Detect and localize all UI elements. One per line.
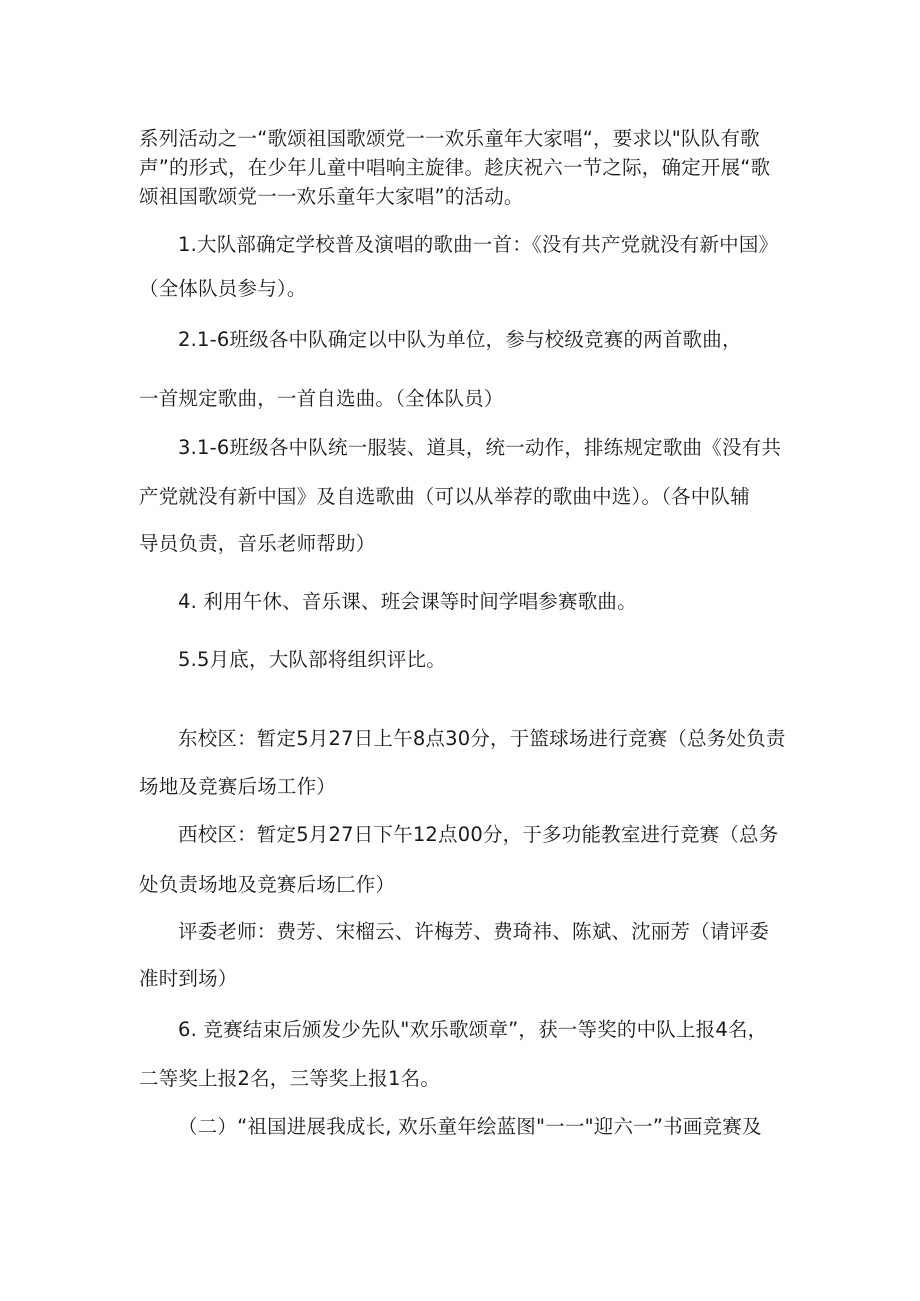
- list-item-2-continued: 一首规定歌曲，一首自选曲。（全体队员）: [139, 387, 504, 410]
- east-campus-line: 东校区：暂定5月27日上午8点30分，于篮球场进行竞赛（总务处负责: [178, 727, 786, 750]
- list-item-5: 5.5月底，大队部将组织评比。: [178, 648, 447, 671]
- list-item-3-continued: 导员负责，音乐老师帮助）: [139, 532, 376, 555]
- list-item-1: 1.大队部确定学校普及演唱的歌曲一首：《没有共产党就没有新中国》: [178, 233, 779, 256]
- list-item-3: 3.1-6班级各中队统一服装、道具，统一动作，排练规定歌曲《没有共: [178, 436, 782, 459]
- list-item-2: 2.1-6班级各中队确定以中队为单位，参与校级竞赛的两首歌曲，: [178, 328, 742, 351]
- judges-line: 评委老师：费芳、宋榴云、许梅芳、费琦祎、陈斌、沈丽芳（请评委: [178, 920, 770, 943]
- list-item-1-continued: （全体队员参与）。: [139, 277, 307, 300]
- judges-line-continued: 准时到场）: [139, 967, 238, 990]
- section-heading: （二）“祖国进展我成长, 欢乐童年绘蓝图"一一"迎六一”书画竞赛及: [178, 1115, 762, 1138]
- paragraph-line: 声”的形式，在少年儿童中唱响主旋律。趁庆祝六一节之际，确定开展“歌: [139, 156, 771, 179]
- list-item-3-continued: 产党就没有新中国》及自选歌曲（可以从举荐的歌曲中选）。（各中队辅: [139, 485, 750, 508]
- list-item-6: 6. 竞赛结束后颁发少先队"欢乐歌颂章”，获一等奖的中队上报4名，: [178, 1018, 768, 1041]
- west-campus-line: 西校区：暂定5月27日下午12点00分，于多功能教室进行竞赛（总务: [178, 823, 779, 846]
- west-campus-line-continued: 处负责场地及竞赛后场匚作）: [139, 873, 396, 896]
- paragraph-line: 系列活动之一“歌颂祖国歌颂党一一欢乐童年大家唱“，要求以"队队有歌: [139, 127, 760, 150]
- paragraph-line: 颂祖国歌颂党一一欢乐童年大家唱”的活动。: [139, 185, 524, 208]
- east-campus-line-continued: 场地及竞赛后场工作）: [139, 775, 337, 798]
- list-item-6-continued: 二等奖上报2名，三等奖上报1名。: [139, 1067, 441, 1090]
- list-item-4: 4. 利用午休、音乐课、班会课等时间学唱参赛歌曲。: [178, 590, 637, 613]
